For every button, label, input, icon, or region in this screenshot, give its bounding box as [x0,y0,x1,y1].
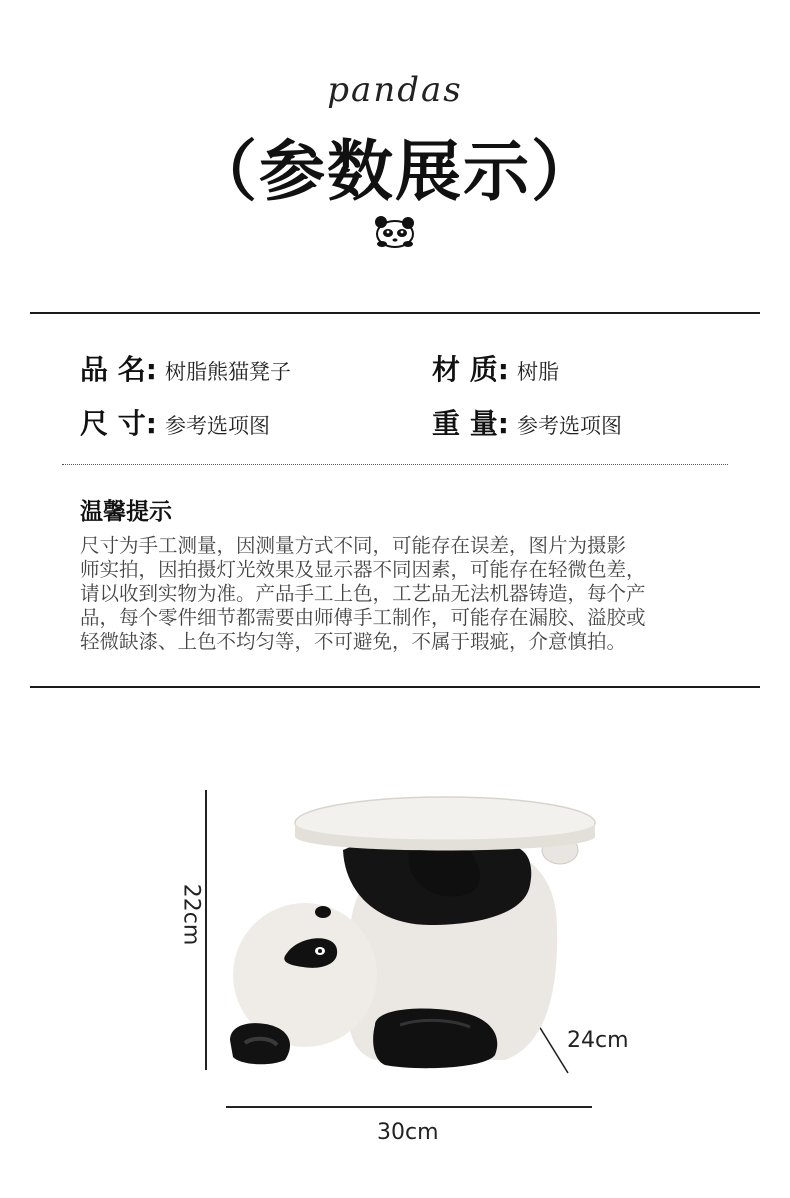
spec-weight-key: 重 量 [432,407,498,440]
spec-name [80,348,291,388]
spec-colon: : [145,353,157,386]
height-dimension-label: 22cm [178,883,204,946]
panda-stool-image [225,775,605,1075]
tips-body [80,534,730,654]
width-dimension-label: 30cm [377,1120,439,1145]
spec-colon: : [497,353,509,386]
spec-material-key: 材 质 [432,353,498,386]
page-title: （参数展示） [191,133,599,210]
height-dimension-line [205,790,207,1070]
spec-name-key: 品 名 [80,353,146,386]
spec-size [80,402,270,442]
spec-material [432,348,559,388]
spec-weight [432,402,622,442]
tips-title: 温馨提示 [80,499,172,525]
section-divider [30,686,760,688]
tips-line: 品，每个零件细节都需要由师傅手工制作，可能存在漏胶、溢胶或 [80,606,646,629]
depth-dimension-label: 24cm [567,1028,629,1053]
panda-icon [372,210,418,250]
spec-size-key: 尺 寸 [80,407,146,440]
tips-line: 师实拍，因拍摄灯光效果及显示器不同因素，可能存在轻微色差， [80,558,646,581]
script-title: pandas [327,70,463,110]
spec-size-value: 参考选项图 [164,414,270,438]
tips-line: 尺寸为手工测量，因测量方式不同，可能存在误差，图片为摄影 [80,534,627,557]
dotted-divider [62,464,728,465]
spec-colon: : [145,407,157,440]
tips-line: 请以收到实物为准。产品手工上色，工艺品无法机器铸造，每个产 [80,582,646,605]
spec-material-value: 树脂 [516,360,559,384]
width-dimension-line [226,1106,592,1108]
spec-name-value: 树脂熊猫凳子 [164,360,291,384]
tips-line: 轻微缺漆、上色不均匀等，不可避免，不属于瑕疵，介意慎拍。 [80,630,627,653]
spec-weight-value: 参考选项图 [516,414,622,438]
spec-colon: : [497,407,509,440]
top-divider [30,312,760,314]
